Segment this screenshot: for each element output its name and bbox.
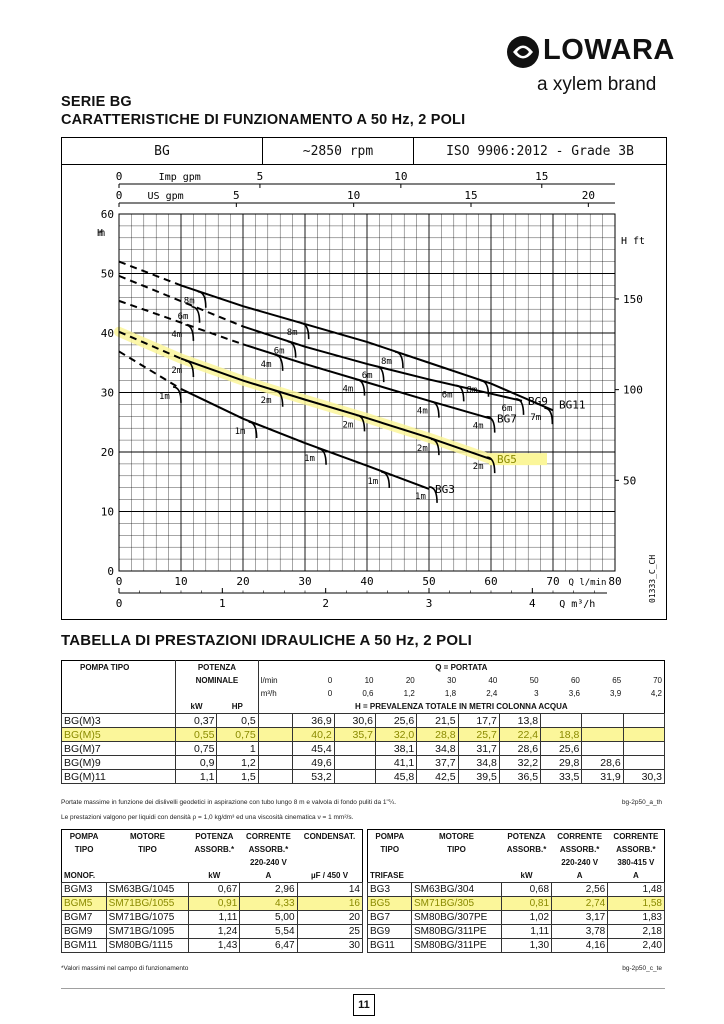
lift-label: 2m	[472, 462, 484, 473]
col-header: TIPO	[138, 845, 157, 854]
lift-label: 6m	[273, 346, 285, 357]
head-value	[334, 770, 375, 784]
table-row	[62, 897, 363, 911]
x3-tick-label: 0	[115, 170, 123, 183]
col-header: MONOF.	[64, 871, 96, 880]
head-value: 41,1	[375, 756, 416, 770]
y-tick-label: 30	[100, 386, 114, 400]
q-lmin-5: 50	[529, 676, 539, 685]
table-cell: 1,30	[502, 939, 552, 953]
col-header: 380-415 V	[617, 858, 655, 867]
header-model: BG	[62, 138, 263, 164]
table-cell: 1,24	[189, 925, 240, 939]
table-cell: SM71BG/1075	[106, 911, 189, 925]
col-header: POMPA	[69, 832, 99, 841]
y-tick-label: 20	[100, 446, 114, 459]
x-tick-label: 80	[608, 575, 622, 588]
table-cell: 3,17	[552, 911, 608, 925]
head-value: 34,8	[458, 756, 499, 770]
performance-chart	[62, 163, 666, 619]
table-cell: 2,96	[240, 883, 297, 897]
x4-tick-label: 10	[347, 189, 361, 202]
table-cell: SM80BG/311PE	[411, 939, 501, 953]
x2-axis-label: Q m³/h	[559, 599, 596, 610]
table-row	[62, 939, 363, 953]
single-phase-table	[61, 829, 363, 953]
table-row	[368, 883, 665, 897]
col-header	[106, 856, 189, 869]
y-tick-label: 60	[100, 208, 114, 221]
th-pompa: POMPA TIPO	[80, 663, 130, 672]
table-cell: 1,02	[502, 911, 552, 925]
q-m3h-8: 4,2	[650, 689, 662, 698]
table-cell: SM71BG/305	[411, 897, 501, 911]
lift-marker	[173, 387, 181, 403]
pump-type: BG(M)5	[62, 728, 176, 742]
th-kw: kW	[176, 700, 217, 714]
table1-note2: Le prestazioni valgono per liquidi con densità ρ = 1,0 kg/dm³ ed una viscosità cinematica ν = 1 mm²/s.	[61, 814, 354, 821]
y2-axis-label: H ft	[621, 236, 646, 247]
q-lmin-6: 60	[570, 676, 580, 685]
col-header: 220-240 V	[561, 858, 599, 867]
head-value: 45,4	[293, 742, 334, 756]
head-value: 22,4	[499, 728, 540, 742]
page-number: 11	[353, 994, 375, 1016]
col-header: TIPO	[447, 845, 466, 854]
x2-tick-label: 2	[322, 597, 329, 610]
th-hp: HP	[231, 702, 243, 711]
pump-type: BG(M)11	[62, 770, 176, 784]
table-cell: 25	[297, 925, 362, 939]
col-header: kW	[208, 871, 221, 880]
col-header	[411, 856, 501, 869]
table-cell: BG9	[368, 925, 412, 939]
table-row	[62, 911, 363, 925]
lift-label: 4m	[171, 329, 183, 340]
col-header	[502, 856, 552, 869]
table-cell: 1,48	[608, 883, 665, 897]
head-value: 13,8	[499, 714, 540, 728]
table-row	[368, 897, 665, 911]
table-cell: 0,81	[502, 897, 552, 911]
table-row	[62, 742, 665, 756]
table-cell: 20	[297, 911, 362, 925]
chart-frame	[61, 163, 667, 620]
power-kw: 0,37	[176, 714, 217, 728]
lift-label: 2m	[416, 444, 428, 455]
spacer-cell	[258, 728, 293, 742]
col-header: A	[265, 871, 272, 880]
power-kw: 0,75	[176, 742, 217, 756]
col-header	[297, 856, 362, 869]
table-row	[62, 756, 665, 770]
head-value: 38,1	[375, 742, 416, 756]
x-tick-label: 10	[174, 575, 188, 588]
power-hp: 1	[217, 742, 258, 756]
head-value: 53,2	[293, 770, 334, 784]
chart-header	[61, 137, 667, 165]
curve-label: BG9	[528, 394, 548, 408]
x2-tick-label: 0	[115, 597, 123, 610]
y2-tick-label: 150	[623, 292, 643, 306]
col-header: ASSORB.*	[248, 845, 289, 854]
col-header	[411, 869, 501, 883]
power-hp: 0,5	[217, 714, 258, 728]
lift-label: 8m	[380, 357, 392, 368]
table-cell: BG3	[368, 883, 412, 897]
three-phase-table	[367, 829, 665, 953]
q-m3h-7: 3,9	[610, 689, 622, 698]
brand-name: LOWARA	[543, 34, 675, 66]
spacer-cell	[258, 742, 293, 756]
col-header: 220-240 V	[249, 858, 287, 867]
head-value: 35,7	[334, 728, 375, 742]
x-tick-label: 60	[484, 575, 498, 588]
header-standard: ISO 9906:2012 - Grade 3B	[446, 143, 634, 159]
table-cell: 1,83	[608, 911, 665, 925]
x-tick-label: 30	[298, 575, 312, 588]
lift-label: 6m	[361, 371, 373, 382]
lift-label: 7m	[530, 413, 542, 424]
lift-label: 4m	[472, 421, 484, 432]
brand-tagline: a xylem brand	[537, 74, 657, 95]
th-potenza: POTENZA	[176, 661, 259, 675]
q-lmin-3: 30	[447, 676, 457, 685]
curve-label: BG3	[435, 482, 455, 496]
col-header: MOTORE	[439, 832, 474, 841]
curve-label: BG11	[559, 398, 586, 412]
head-value: 25,6	[541, 742, 582, 756]
lift-label: 4m	[416, 406, 428, 417]
head-value	[541, 714, 582, 728]
y-tick-label: 10	[100, 505, 114, 519]
spacer-cell	[258, 770, 293, 784]
y-tick-label: 0	[107, 565, 114, 578]
head-value: 33,5	[541, 770, 582, 784]
x-tick-label: 40	[360, 575, 374, 588]
table-row	[368, 939, 665, 953]
x-tick-label: 20	[236, 575, 250, 588]
col-header	[62, 856, 107, 869]
y2-tick-label: 50	[623, 474, 637, 488]
table-cell: 0,91	[189, 897, 240, 911]
col-header: POMPA	[375, 832, 405, 841]
x2-tick-label: 1	[219, 597, 226, 610]
table-cell: 0,68	[502, 883, 552, 897]
curve-label: BG7	[497, 412, 517, 426]
head-value: 39,5	[458, 770, 499, 784]
q-m3h-2: 1,2	[403, 689, 415, 698]
q-m3h-4: 2,4	[486, 689, 498, 698]
head-value	[334, 756, 375, 770]
head-value: 31,9	[582, 770, 623, 784]
q-lmin-7: 65	[612, 676, 622, 685]
th-prevalenza: H = PREVALENZA TOTALE IN METRI COLONNA ACQUA	[258, 700, 664, 714]
table-cell: 2,74	[552, 897, 608, 911]
x-tick-label: 70	[546, 575, 560, 588]
table-cell: 5,54	[240, 925, 297, 939]
header-rpm: ~2850 rpm	[263, 138, 414, 164]
head-value	[582, 742, 623, 756]
table-cell: 1,11	[502, 925, 552, 939]
col-header: TIPO	[74, 845, 94, 854]
col-header: ASSORB.*	[616, 845, 656, 854]
table-cell: SM71BG/1055	[106, 897, 189, 911]
q-m3h-6: 3,6	[568, 689, 580, 698]
col-header: POTENZA	[195, 832, 234, 841]
col-header: TIPO	[380, 845, 400, 854]
col-header: A	[576, 871, 583, 880]
table1-note1: Portate massime in funzione dei dislivelli geodetici in aspirazione con tubo lungo 8 m e valvola di fondo puliti da 1"¼.	[61, 799, 397, 806]
table-cell: 16	[297, 897, 362, 911]
table-cell: 3,78	[552, 925, 608, 939]
head-value	[623, 756, 664, 770]
col-header: CONDENSAT.	[303, 832, 356, 841]
head-value: 25,7	[458, 728, 499, 742]
head-value: 31,7	[458, 742, 499, 756]
lift-label: 2m	[342, 420, 354, 431]
x4-tick-label: 15	[464, 189, 478, 202]
table-cell: BGM11	[62, 939, 107, 953]
x3-tick-label: 15	[535, 170, 549, 183]
head-value: 37,7	[417, 756, 458, 770]
table2-code: bg-2p50_c_te	[622, 965, 662, 972]
lift-label: 1m	[304, 453, 315, 464]
table-row	[62, 728, 665, 742]
table-cell: 1,58	[608, 897, 665, 911]
th-portata: Q = PORTATA	[258, 661, 664, 675]
lift-label: 6m	[501, 403, 513, 414]
performance-table	[61, 660, 665, 784]
lowara-logo-icon	[505, 34, 541, 70]
head-value: 17,7	[458, 714, 499, 728]
col-header: ASSORB.*	[559, 845, 600, 854]
x4-tick-label: 5	[233, 189, 240, 202]
head-value: 40,2	[293, 728, 334, 742]
table-cell: BGM5	[62, 897, 107, 911]
head-value	[623, 714, 664, 728]
col-header	[189, 856, 240, 869]
head-value: 28,8	[417, 728, 458, 742]
head-value: 49,6	[293, 756, 334, 770]
head-value	[582, 714, 623, 728]
table1-title: TABELLA DI PRESTAZIONI IDRAULICHE A 50 Hz, 2 POLI	[61, 632, 472, 649]
table-cell: SM63BG/1045	[106, 883, 189, 897]
head-value: 34,8	[417, 742, 458, 756]
x4-tick-label: 0	[115, 189, 123, 202]
col-header: A	[632, 871, 639, 880]
pump-type: BG(M)9	[62, 756, 176, 770]
table-cell: 2,40	[608, 939, 665, 953]
y-axis-label: H m	[97, 228, 105, 239]
col-header	[106, 869, 189, 883]
th-m3h: m³/h	[258, 687, 293, 700]
table-cell: 5,00	[240, 911, 297, 925]
table-cell: BG11	[368, 939, 412, 953]
x3-tick-label: 10	[394, 170, 408, 183]
table-cell: SM80BG/1115	[106, 939, 189, 953]
chart-code: 01333_C_CH	[648, 554, 657, 603]
x3-tick-label: 5	[256, 170, 264, 183]
table-cell: SM63BG/304	[411, 883, 501, 897]
col-header: CORRENTE	[245, 832, 291, 841]
q-lmin-2: 20	[405, 676, 415, 685]
series-title: SERIE BG	[61, 94, 132, 110]
col-header: µF / 450 V	[310, 871, 349, 880]
q-m3h-3: 1,8	[444, 689, 457, 698]
table-cell: BGM3	[62, 883, 107, 897]
spacer-cell	[258, 714, 293, 728]
col-header	[368, 856, 412, 869]
lift-label: 6m	[441, 390, 453, 401]
table-row	[368, 925, 665, 939]
head-value: 28,6	[499, 742, 540, 756]
x2-tick-label: 4	[529, 597, 536, 610]
power-hp: 0,75	[217, 728, 258, 742]
y-tick-label: 50	[100, 267, 114, 281]
spacer-cell	[258, 756, 293, 770]
lift-label: 1m	[415, 491, 426, 502]
q-m3h-0: 0	[327, 689, 333, 698]
head-value	[623, 742, 664, 756]
table-row	[368, 911, 665, 925]
q-lmin-4: 40	[488, 676, 498, 685]
table-cell: 4,33	[240, 897, 297, 911]
head-value: 36,5	[499, 770, 540, 784]
table-cell: 1,11	[189, 911, 240, 925]
q-lmin-0: 0	[327, 676, 333, 685]
lift-label: 1m	[367, 477, 379, 488]
x3-axis-label: Imp gpm	[158, 172, 201, 183]
lift-label: 2m	[260, 395, 272, 406]
y-tick-label: 40	[100, 327, 114, 340]
lift-label: 1m	[159, 391, 170, 402]
table-cell: SM80BG/311PE	[411, 925, 501, 939]
head-value: 42,5	[417, 770, 458, 784]
head-value: 36,9	[293, 714, 334, 728]
x4-axis-label: US gpm	[147, 191, 184, 202]
table-cell: BGM9	[62, 925, 107, 939]
col-header: TRIFASE	[370, 871, 404, 880]
x2-tick-label: 3	[425, 597, 433, 610]
table-row	[62, 714, 665, 728]
table-cell: SM71BG/1095	[106, 925, 189, 939]
table-cell: 30	[297, 939, 362, 953]
power-hp: 1,5	[217, 770, 258, 784]
head-value	[582, 728, 623, 742]
pump-type: BG(M)7	[62, 742, 176, 756]
q-m3h-5: 3	[534, 689, 539, 698]
head-value: 45,8	[375, 770, 416, 784]
table-cell: BGM7	[62, 911, 107, 925]
page-title: CARATTERISTICHE DI FUNZIONAMENTO A 50 Hz, 2 POLI	[61, 112, 466, 128]
table-row	[62, 770, 665, 784]
th-lmin: l/min	[258, 674, 293, 687]
col-header: kW	[520, 871, 533, 880]
lift-label: 8m	[183, 296, 195, 307]
x4-tick-label: 20	[581, 189, 595, 202]
col-header: CORRENTE	[557, 832, 603, 841]
footer-rule	[0, 988, 724, 989]
table-cell: BG7	[368, 911, 412, 925]
power-kw: 0,55	[176, 728, 217, 742]
q-m3h-1: 0,6	[362, 689, 374, 698]
table-cell: 0,67	[189, 883, 240, 897]
head-value: 32,2	[499, 756, 540, 770]
table-cell: 14	[297, 883, 362, 897]
col-header: POTENZA	[507, 832, 546, 841]
table-cell: SM80BG/307PE	[411, 911, 501, 925]
th-nominale: NOMINALE	[176, 674, 259, 687]
lift-label: 4m	[260, 359, 272, 370]
table-cell: BG5	[368, 897, 412, 911]
power-kw: 1,1	[176, 770, 217, 784]
brand-logo	[505, 32, 675, 100]
curve-label: BG5	[497, 453, 517, 467]
q-lmin-8: 70	[653, 676, 662, 685]
lift-label: 4m	[342, 384, 354, 395]
y2-tick-label: 100	[623, 383, 643, 397]
table-cell: 2,18	[608, 925, 665, 939]
lift-label: 6m	[177, 311, 189, 322]
head-value: 30,3	[623, 770, 664, 784]
lift-label: 2m	[171, 365, 183, 376]
col-header: MOTORE	[130, 832, 165, 841]
head-value: 30,6	[334, 714, 375, 728]
col-header	[297, 843, 362, 856]
lift-label: 8m	[466, 385, 478, 396]
x-tick-label: 50	[422, 575, 436, 588]
table2-note: *Valori massimi nel campo di funzionamento	[61, 965, 189, 972]
head-value: 25,6	[375, 714, 416, 728]
head-value: 21,5	[417, 714, 458, 728]
x-axis-label: Q l/min	[568, 578, 607, 588]
pump-type: BG(M)3	[62, 714, 176, 728]
table1-code: bg-2p50_a_th	[621, 799, 662, 806]
head-value	[623, 728, 664, 742]
col-header: ASSORB.*	[506, 845, 547, 854]
table-cell: 1,43	[189, 939, 240, 953]
table-cell: 4,16	[552, 939, 608, 953]
power-hp: 1,2	[217, 756, 258, 770]
head-value: 18,8	[541, 728, 582, 742]
lift-label: 8m	[286, 328, 298, 339]
col-header: ASSORB.*	[194, 845, 235, 854]
lift-label: 1m	[234, 427, 246, 438]
table-cell: 6,47	[240, 939, 297, 953]
head-value: 28,6	[582, 756, 623, 770]
col-header: CORRENTE	[613, 832, 659, 841]
q-lmin-1: 10	[364, 676, 374, 685]
table-row	[62, 925, 363, 939]
x-tick-label: 0	[115, 575, 123, 588]
table-cell: 2,56	[552, 883, 608, 897]
head-value: 32,0	[375, 728, 416, 742]
head-value	[334, 742, 375, 756]
table-row	[62, 883, 363, 897]
head-value: 29,8	[541, 756, 582, 770]
power-kw: 0,9	[176, 756, 217, 770]
